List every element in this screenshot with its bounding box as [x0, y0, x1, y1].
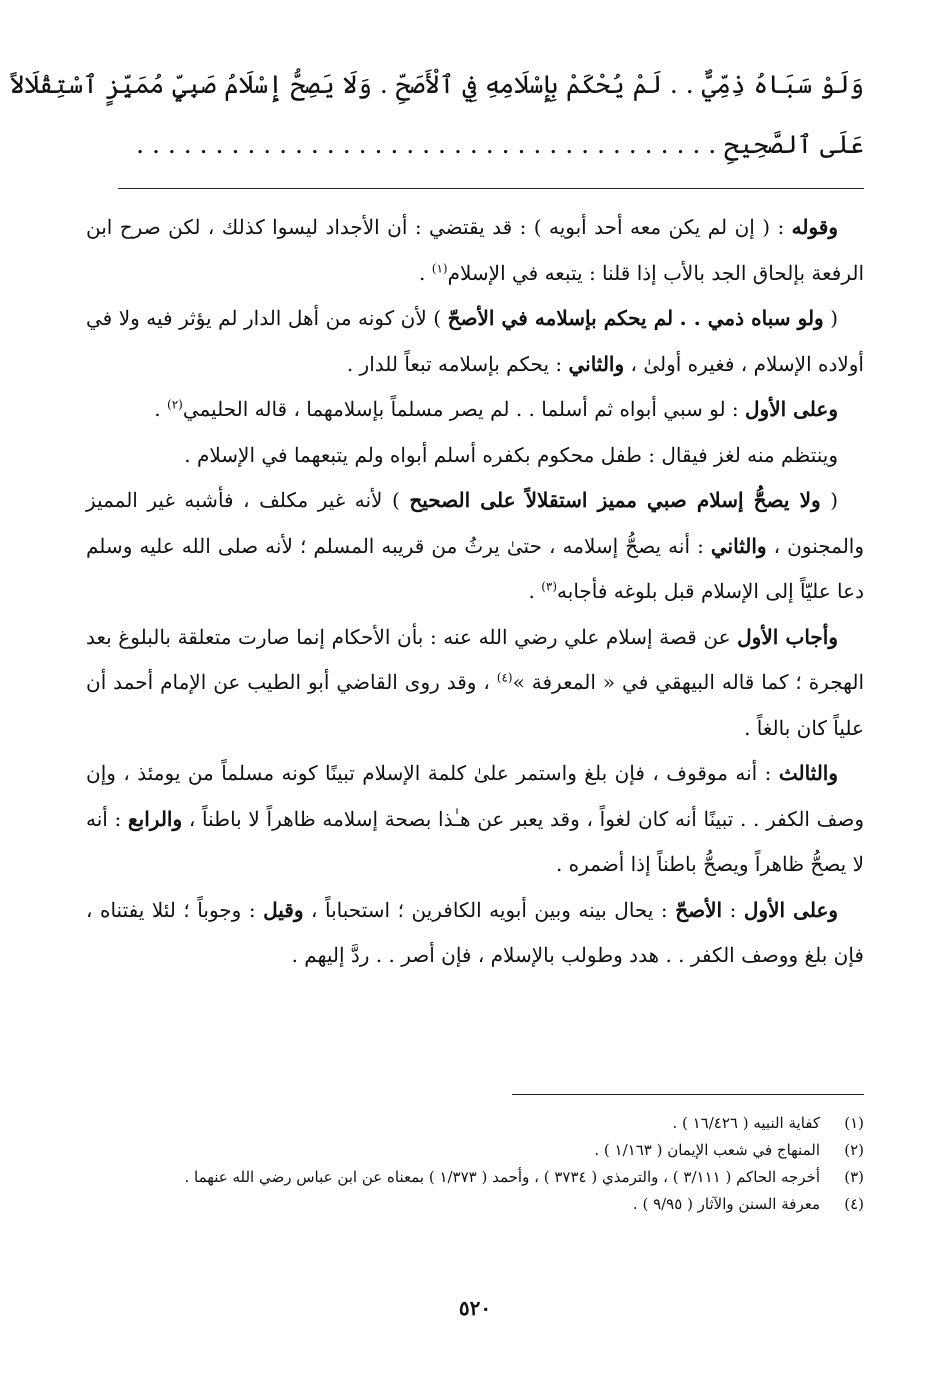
footnote-number: (٤) — [844, 1195, 864, 1213]
keyword: والثاني — [710, 533, 767, 558]
footnote-number: (١) — [844, 1114, 864, 1132]
paragraph-text: عن قصة إسلام علي رضي الله عنه : بأن الأحكام إنما صارت متعلقة بالبلوغ بعد الهجرة ؛ كما قاله البيهقي في « المعرفة » — [86, 624, 865, 694]
footnote-number: (٢) — [844, 1141, 864, 1159]
keyword: وأجاب الأول — [737, 624, 838, 649]
matn-text — [9, 55, 864, 175]
matn-quote: ولو سباه ذمي . . — [679, 306, 824, 330]
footnote-number: (٣) — [844, 1168, 864, 1186]
matn-line-end: عَلَى ٱلصَّحِيحِ — [724, 130, 864, 159]
paragraph-text: ، وقد روى القاضي أبو الطيب عن الإمام أحمد أن علياً كان بالغاً . — [86, 670, 864, 740]
commentary-paragraph — [86, 296, 864, 387]
commentary-paragraph — [86, 751, 864, 888]
punctuation: . — [154, 397, 161, 421]
matn-quote: ولا يصحُّ إسلام صبي مميز استقلالاً على الصحيح — [409, 488, 821, 512]
keyword: وعلى الأول — [745, 397, 838, 421]
commentary-paragraph — [86, 615, 864, 752]
keyword: الأصحّ — [675, 897, 723, 922]
paragraph-text: : أنه موقوف ، فإن بلغ واستمر علىٰ كلمة الإسلام تبينًا كونه مسلماً من يومئذ ، وإن وصف الكفر . . تبينًا أنه كان لغواً ، وقد يعبر عن هـٰذا بصحة إسلامه ظاهراً لا باطناً ، — [86, 761, 865, 831]
paragraph-text: : أنه يصحُّ إسلامه ، حتىٰ يرثُ من قريبه المسلم ؛ لأنه صلى الله عليه وسلم دعا عليّاً إلى الإسلام قبل بلوغه فأجابه — [86, 533, 864, 603]
keyword: والرابع — [128, 806, 183, 831]
punctuation: ( — [830, 306, 839, 330]
keyword: وعلى الأول — [743, 897, 839, 922]
punctuation: . — [419, 260, 426, 285]
paragraph-text: وينتظم منه لغز فيقال : طفل محكوم بكفره أسلم أبواه ولم يتبعهما في الإسلام . — [184, 442, 838, 467]
punctuation: ( — [830, 488, 838, 512]
matn-line — [96, 115, 864, 175]
footnote-separator-rule — [512, 1094, 864, 1095]
footnote — [92, 1110, 864, 1137]
footnote — [92, 1191, 864, 1218]
footnotes — [92, 1110, 864, 1218]
footnote-text: أخرجه الحاكم ( ٣/١١١ ) ، والترمذي ( ٣٧٣٤ ) ، وأحمد ( ١/٣٧٣ ) بمعناه عن ابن عباس رضي الله عنهما . — [184, 1168, 820, 1186]
commentary-paragraph — [86, 433, 864, 479]
matn-separator-rule — [118, 188, 864, 189]
paragraph-text: ) لأنه غير مكلف ، فأشبه غير المميز والمجنون ، — [86, 488, 865, 558]
paragraph-text: : يحكم بإسلامه تبعاً للدار . — [346, 351, 563, 376]
commentary-paragraph — [86, 205, 864, 296]
keyword: والثاني — [568, 351, 625, 376]
paragraph-text: : أنه لا يصحُّ ظاهراً ويصحُّ باطناً إذا أضمره . — [86, 806, 864, 876]
keyword: وقيل — [263, 897, 304, 922]
paragraph-text: ) لأن كونه من أهل الدار لم يؤثر فيه ولا في أولاده الإسلام ، فغيره أولىٰ ، — [86, 306, 864, 376]
punctuation: : — [729, 897, 737, 922]
footnote-ref[interactable]: (٢) — [167, 397, 183, 412]
punctuation: . — [528, 579, 535, 603]
commentary-paragraph — [86, 478, 864, 615]
matn-line: وَلَوْ سَبَاهُ ذِمِّيٌّ . . لَمْ يُحْكَمْ بِإِسْلَامِهِ فِي ٱلْأَصَحِّ . وَلَا يَصِحُّ إِسْلَامُ صَبِيٍّ مُمَيِّزٍ ٱسْتِقْلَالاً — [9, 70, 864, 99]
keyword: والثالث — [778, 761, 839, 785]
keyword: وقوله — [791, 215, 838, 239]
dotted-filler: . . . . . . . . . . . . . . . . . . . . . . . . . . . . . . . . . . . . . — [136, 130, 717, 159]
footnote-ref[interactable]: (٤) — [496, 670, 513, 685]
footnote-ref[interactable]: (١) — [431, 260, 448, 275]
footnote-ref[interactable]: (٣) — [541, 579, 558, 594]
commentary-text — [86, 205, 864, 979]
paragraph-text: : يحال بينه وبين أبويه الكافرين ؛ استحباباً ، — [311, 897, 668, 922]
commentary-paragraph — [86, 387, 864, 433]
paragraph-text: : لو سبي أبواه ثم أسلما . . لم يصر مسلماً بإسلامهما ، قاله الحليمي — [182, 397, 739, 421]
page-number: ٥٢٠ — [458, 1296, 492, 1320]
footnote — [92, 1137, 864, 1164]
footnote — [92, 1164, 864, 1191]
paragraph-text: : ( إن لم يكن معه أحد أبويه ) : قد يقتضي : أن الأجداد ليسوا كذلك ، لكن صرح ابن الرفعة بإلحاق الجد بالأب إذا قلنا : يتبعه في الإسلام — [86, 215, 864, 285]
footnote-text: كفاية النبيه ( ١٦/٤٢٦ ) . — [672, 1114, 820, 1132]
commentary-paragraph — [86, 888, 864, 979]
footnote-text: المنهاج في شعب الإيمان ( ١/١٦٣ ) . — [594, 1141, 820, 1159]
footnote-text: معرفة السنن والآثار ( ٩/٩٥ ) . — [632, 1195, 820, 1213]
matn-quote: لم يحكم بإسلامه في الأصحّ — [447, 306, 674, 330]
paragraph-text: : وجوباً ؛ لئلا يفتناه ، فإن بلغ ووصف الكفر . . هدد وطولب بالإسلام ، فإن أصر . . ردَّ إليهم . — [86, 897, 864, 967]
